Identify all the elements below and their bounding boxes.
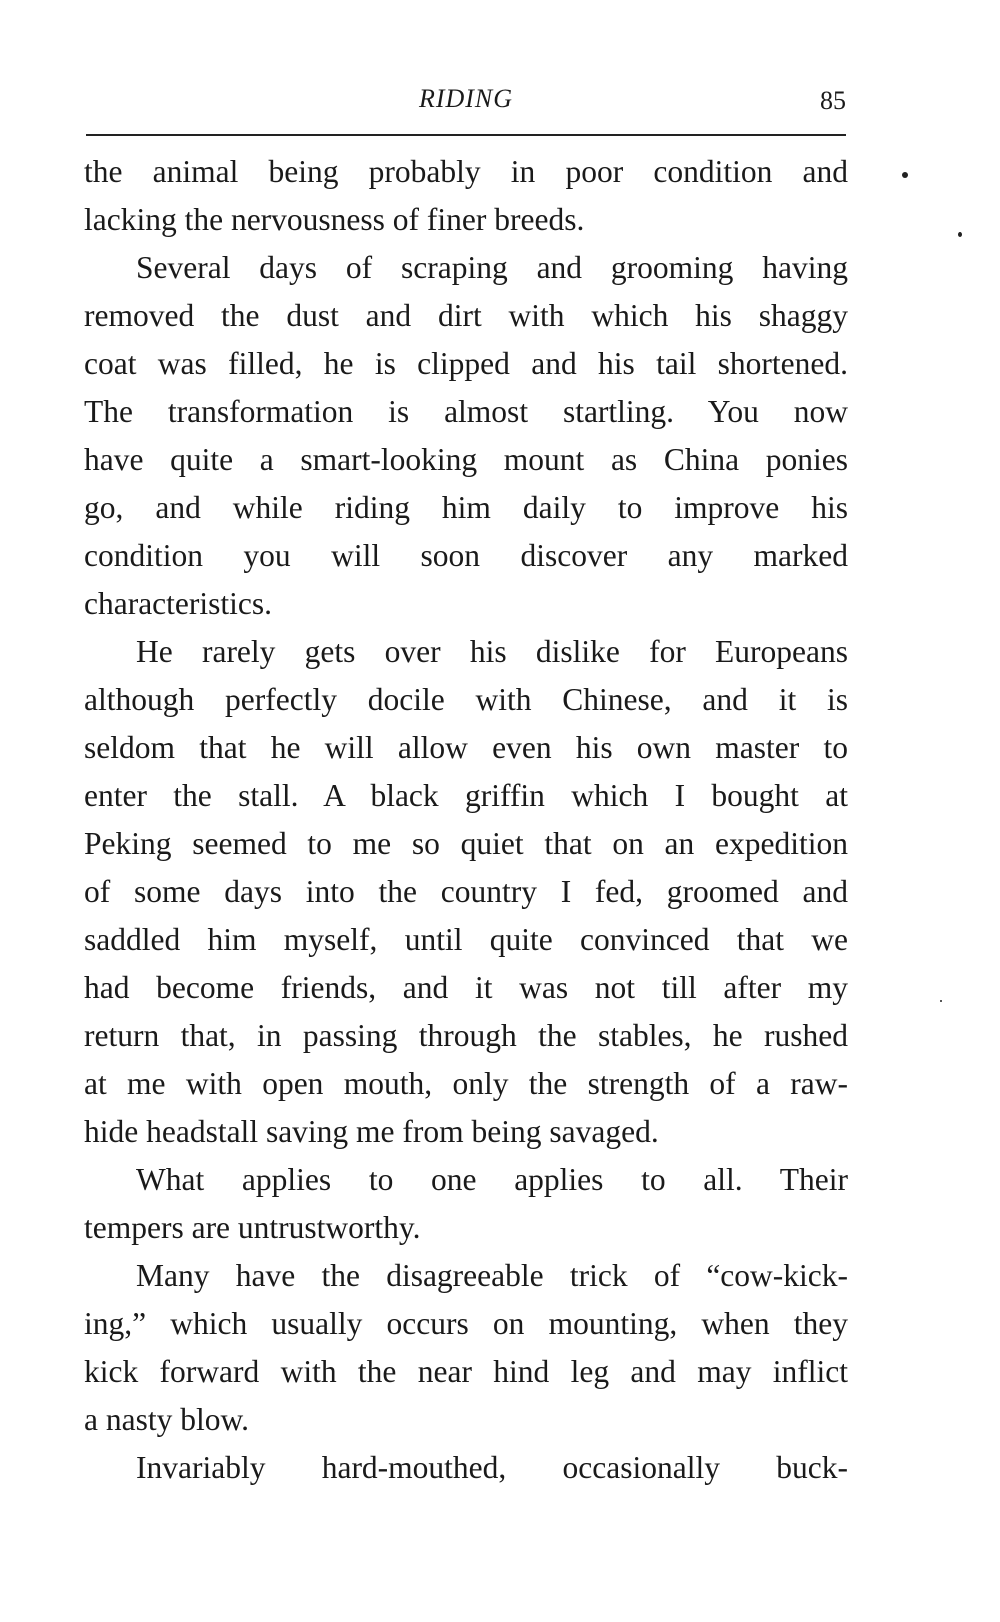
text-line: condition you will soon discover any marked (84, 538, 848, 573)
ink-speck (940, 1000, 942, 1002)
text-line: ing,” which usually occurs on mounting, when they (84, 1306, 848, 1341)
text-line: return that, in passing through the stables, he rushed (84, 1018, 848, 1053)
text-line: removed the dust and dirt with which his shaggy (84, 298, 848, 333)
ink-speck (958, 232, 962, 237)
text-line: go, and while riding him daily to improve his (84, 490, 848, 525)
text-line: although perfectly docile with Chinese, and it is (84, 682, 848, 717)
text-line: kick forward with the near hind leg and may inflict (84, 1354, 848, 1389)
text-line: lacking the nervousness of finer breeds. (84, 202, 585, 237)
text-line: the animal being probably in poor condition and (84, 154, 848, 189)
text-line: hide headstall saving me from being savaged. (84, 1114, 659, 1149)
text-line: enter the stall. A black griffin which I bought at (84, 778, 848, 813)
text-line: He rarely gets over his dislike for Europeans (136, 634, 848, 669)
text-line: characteristics. (84, 586, 273, 621)
text-line: Invariably hard-mouthed, occasionally buck- (136, 1450, 848, 1485)
page-number: 85 (820, 86, 846, 115)
header-rule (86, 134, 846, 136)
text-line: of some days into the country I fed, groomed and (84, 874, 848, 909)
text-line: What applies to one applies to all. Their (136, 1162, 848, 1197)
text-line: tempers are untrustworthy. (84, 1210, 421, 1245)
text-line: Many have the disagreeable trick of “cow-kick- (136, 1258, 848, 1293)
text-line: had become friends, and it was not till after my (84, 970, 848, 1005)
text-line: a nasty blow. (84, 1402, 250, 1437)
text-line: coat was filled, he is clipped and his tail shortened. (84, 346, 848, 381)
running-head (86, 84, 846, 120)
running-title: RIDING (418, 84, 514, 113)
text-line: have quite a smart-looking mount as China ponies (84, 442, 848, 477)
ink-speck (902, 172, 908, 178)
text-line: seldom that he will allow even his own master to (84, 730, 848, 765)
text-line: saddled him myself, until quite convinced that we (84, 922, 848, 957)
text-line: Peking seemed to me so quiet that on an expedition (84, 826, 848, 861)
text-line: Several days of scraping and grooming having (136, 250, 848, 285)
body-text (84, 148, 848, 1492)
text-line: at me with open mouth, only the strength of a raw- (84, 1066, 848, 1101)
text-line: The transformation is almost startling. You now (84, 394, 848, 429)
